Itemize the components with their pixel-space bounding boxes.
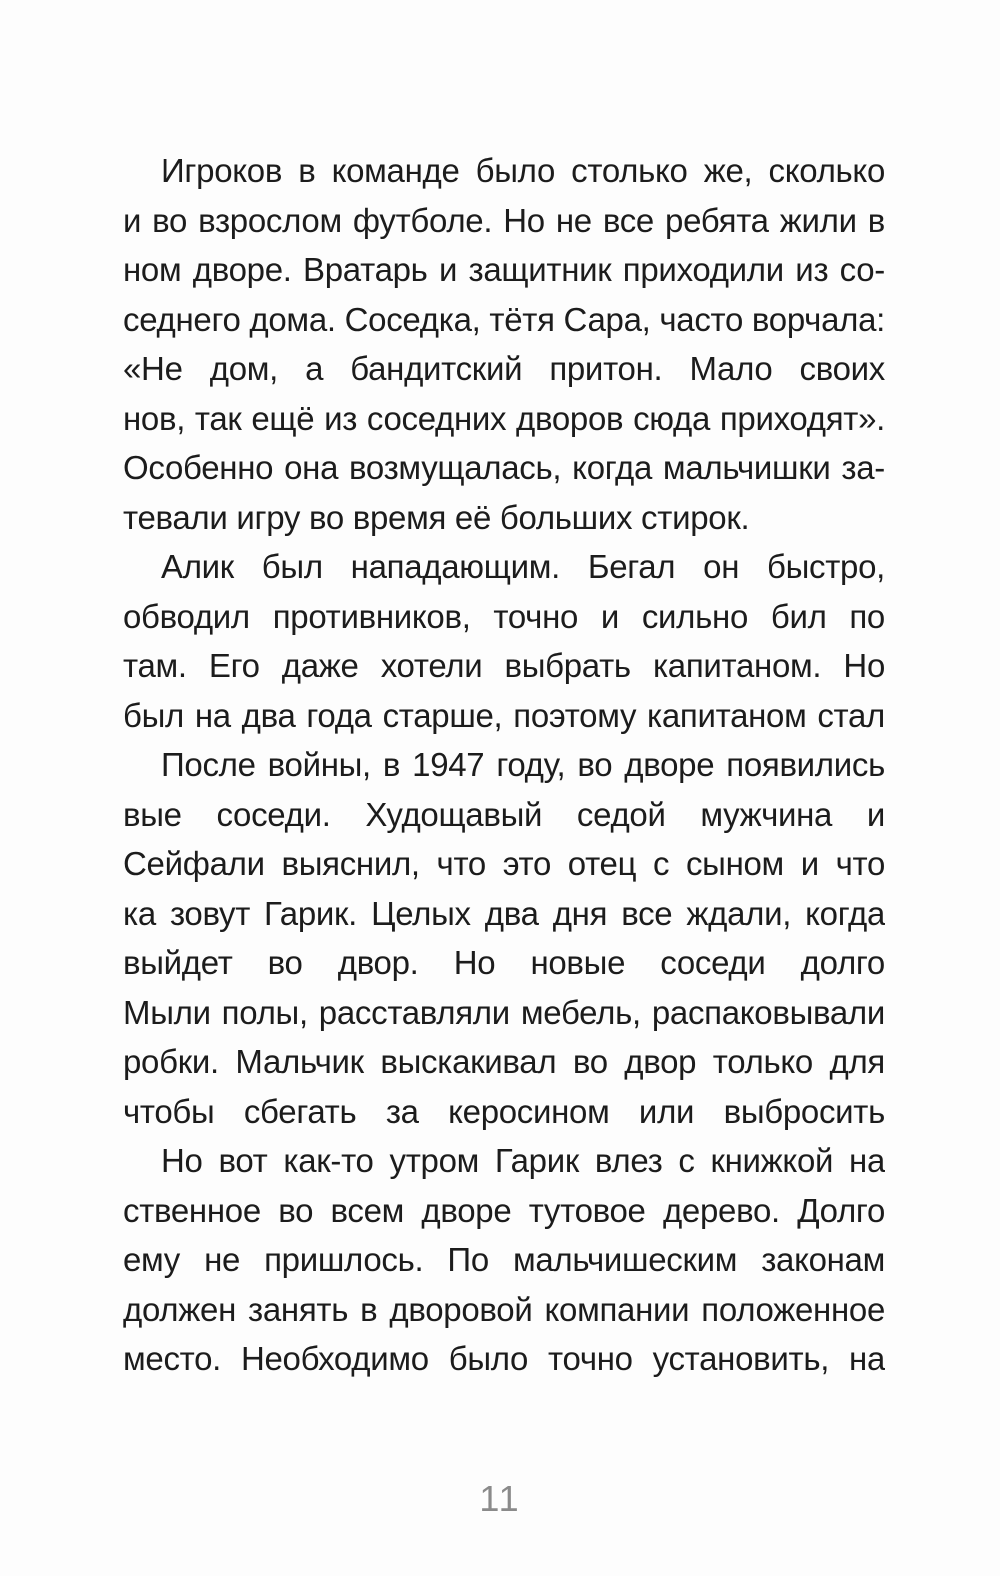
text-line: ственное во всем дворе тутовое дерево. Долго <box>123 1191 885 1229</box>
text-line: место. Необходимо было точно установить, на <box>123 1340 885 1377</box>
text-line: Алик был нападающим. Бегал он быстро, <box>161 548 885 585</box>
text-line: Игроков в команде было столько же, сколько <box>161 152 885 189</box>
text-line: ка зовут Гарик. Целых два дня все ждали, когда <box>123 894 885 932</box>
text-line: обводил противников, точно и сильно бил по <box>123 597 885 635</box>
text-line: ему не пришлось. По мальчишеским законам <box>123 1241 885 1278</box>
text-line: нов, так ещё из соседних дворов сюда приходят». <box>123 399 885 437</box>
text-line: Мыли полы, расставляли мебель, распаковывали <box>123 993 885 1031</box>
text-line: и во взрослом футболе. Но не все ребята жили в <box>123 201 885 239</box>
text-line: «Не дом, а бандитский притон. Мало своих <box>123 350 885 387</box>
text-line: должен занять в дворовой компании положенное <box>123 1290 885 1328</box>
text-line: робки. Мальчик выскакивал во двор только для <box>123 1043 885 1080</box>
page-number: 11 <box>479 1478 521 1519</box>
text-line: вые соседи. Худощавый седой мужчина и <box>123 795 885 833</box>
text-line: там. Его даже хотели выбрать капитаном. Но <box>123 647 885 684</box>
text-line: чтобы сбегать за керосином или выбросить <box>123 1092 885 1130</box>
text-line: Сейфали выяснил, что это отец с сыном и что <box>123 845 885 882</box>
text-line: Особенно она возмущалась, когда мальчишки за- <box>123 449 885 486</box>
body-text <box>123 146 885 1384</box>
text-line: выйдет во двор. Но новые соседи долго <box>123 944 885 981</box>
text-line: Но вот как-то утром Гарик влез с книжкой на <box>161 1142 885 1179</box>
text-line: был на два года старше, поэтому капитаном стал <box>123 696 885 734</box>
text-line: ном дворе. Вратарь и защитник приходили из со- <box>123 251 885 288</box>
text-line: седнего дома. Соседка, тётя Сара, часто ворчала: <box>123 300 885 338</box>
text-line: тевали игру во время её больших стирок. <box>123 498 750 536</box>
text-line: После войны, в 1947 году, во дворе появились <box>161 746 885 783</box>
